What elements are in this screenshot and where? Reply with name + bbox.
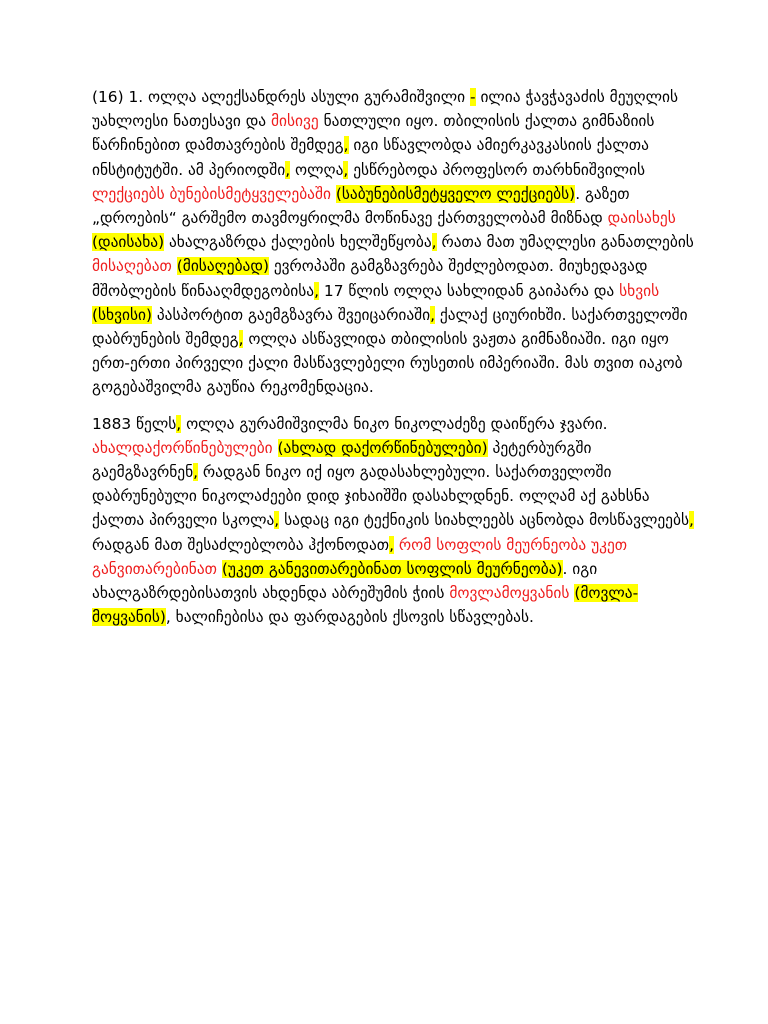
error-text: მისაღებათ (92, 257, 172, 276)
error-text: რომ სოფლის მეურნეობა უკეთ განვითარებინათ (92, 535, 628, 578)
correction-highlight: , (689, 511, 694, 530)
correction-highlight: (უკეთ განევითარებინათ სოფლის მეურნეობა) (221, 559, 563, 578)
correction-highlight: , (389, 535, 394, 554)
text-run: 1883 წელს (92, 414, 177, 433)
text-run: რათა მათ უმაღლესი განათლების (436, 233, 694, 252)
correction-highlight: , (193, 463, 199, 482)
text-run: ქალაქ ციურიხში. საქართველოში დაბრუნების შემდეგ (92, 305, 688, 349)
text-run: 17 წლის ოლღა სახლიდან გაიპარა და (319, 281, 620, 300)
text-run: (16) 1. ოლღა ალექსანდრეს ასული გურამიშვილი (92, 88, 470, 106)
text-run: . გაზეთ „დროების“ გარშემო თავმოყრილმა მოწინავე ქართველობამ მიზნად (92, 184, 630, 228)
text-run: სადაც იგი ტექნიკის სიახლეებს აცნობდა მოსწავლეებს (279, 511, 690, 530)
text-run: რადგან მათ შესაძლებლობა ჰქონოდათ (92, 535, 390, 554)
error-text: მისივე (271, 112, 319, 131)
correction-highlight: , (176, 414, 182, 433)
correction-highlight: , (285, 160, 291, 179)
text-run: პეტერბურგში გაემგზავრნენ (92, 438, 592, 482)
correction-highlight: , (430, 305, 435, 324)
correction-highlight: , (274, 511, 280, 530)
text-run: ნათლული იყო. თბილისის ქალთა გიმნაზიის წარჩინებით დამთავრების შემდეგ (92, 112, 655, 155)
text-run: რადგან ნიკო იქ იყო გადასახლებული. საქართველოში დაბრუნებული ნიკოლაძეები დიდ ჯიხაიშში დასახლდნენ. ოლღამ აქ გახსნა ქალთა პირველი სკოლა (92, 463, 650, 530)
text-run: ევროპაში გამგზავრება შეძლებოდათ. მიუხედავად მშობლების წინააღმდეგობისა (92, 257, 648, 300)
correction-highlight: (ახლად დაქორწინებულები) (277, 438, 488, 457)
text-run: ოლღა ასწავლიდა თბილისის ვაჟთა გიმნაზიაში. იგი იყო ერთ-ერთი პირველი ქალი მასწავლებელი რუსეთის იმპერიაში. მას თვით იაკობ გოგებაშვილმა გაუწია რეკომენდაცია. (92, 330, 683, 397)
paragraph-2 (92, 412, 702, 630)
correction-highlight: (საბუნებისმეტყველო ლექციებს) (335, 184, 576, 203)
correction-highlight: , (314, 281, 320, 300)
text-run: ოლღა გურამიშვილმა ნიკო ნიკოლაძეზე დაიწერა ჯვარი. (181, 414, 608, 433)
error-text: მოვლამოყვანის (449, 584, 570, 603)
correction-highlight: , (238, 330, 244, 349)
error-text: დაისახეს (607, 209, 676, 228)
text-run: ილია ჭავჭავაძის მეუღლის უახლოესი ნათესავი და (92, 88, 679, 131)
error-text: ლექციებს ბუნებისმეტყველებაში (92, 184, 331, 203)
text-run (273, 439, 278, 457)
text-run: . იგი ახალგაზრდებისათვის ახდენდა აბრეშუმის ჭიის (92, 559, 598, 603)
correction-highlight: , (431, 233, 437, 252)
correction-highlight: , (343, 136, 349, 155)
correction-highlight: - (470, 88, 476, 106)
correction-highlight: , (343, 160, 349, 179)
correction-highlight: (მოვლა-მოყვანის) (92, 584, 639, 627)
text-run: , ხალიჩებისა და ფარდაგების ქსოვის სწავლებას. (165, 608, 534, 627)
error-text: სხვის (619, 281, 660, 300)
text-run: ახალგაზრდა ქალების ხელშეწყობა (164, 233, 432, 252)
paragraph-1 (92, 85, 702, 400)
error-text: ახალდაქორწინებულები (92, 438, 273, 457)
text-run: პასპორტით გაემგზავრა შვეიცარიაში (151, 305, 431, 324)
document-page (92, 85, 702, 641)
correction-highlight: (მისაღებად) (176, 257, 269, 276)
text-run: ესწრებოდა პროფესორ თარხნიშვილის (348, 160, 646, 179)
correction-highlight: (სხვისი) (92, 305, 152, 324)
correction-highlight: (დაისახა) (92, 233, 165, 252)
text-run: იგი სწავლობდა ამიერკავკასიის ქალთა ინსტიტუტში. ამ პერიოდში (92, 136, 649, 179)
text-run: ოლღა (290, 160, 344, 179)
